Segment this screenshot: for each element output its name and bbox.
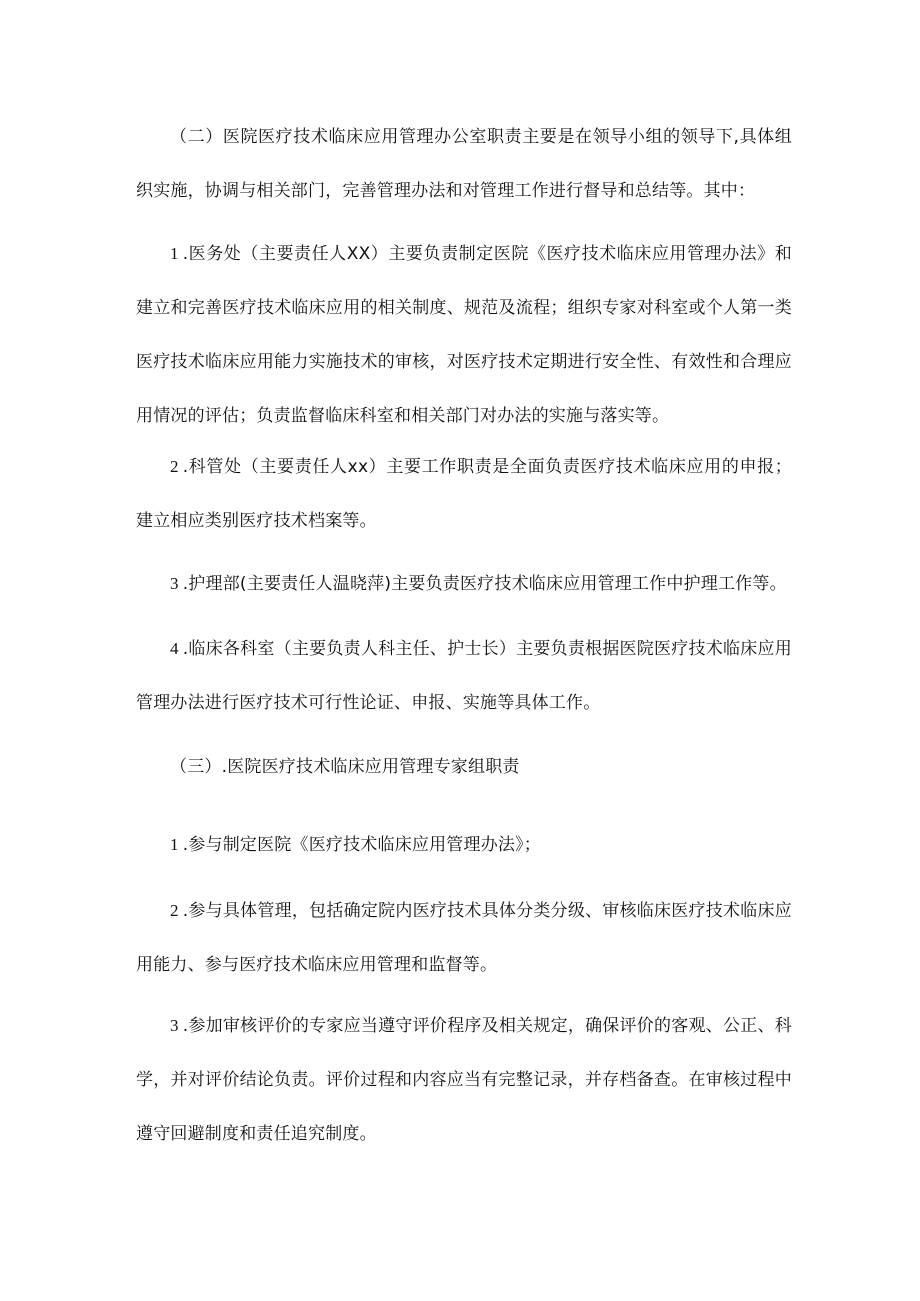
paragraph-expert-1 <box>136 818 792 872</box>
paragraph-expert-2 <box>136 884 792 992</box>
item-number: 1 <box>170 835 179 854</box>
paragraph-text: （三）.医院医疗技术临床应用管理专家组职责 <box>170 757 520 777</box>
item-number: 2 <box>170 901 179 920</box>
item-number: 3 <box>170 574 179 593</box>
paragraph-research-management <box>136 440 792 548</box>
item-number: 3 <box>170 1016 179 1035</box>
section-heading-expert-group <box>136 740 792 794</box>
paragraph-text: .参与制定医院《医疗技术临床应用管理办法》； <box>182 835 542 855</box>
paragraph-nursing <box>136 557 792 611</box>
paragraph-text: （二）医院医疗技术临床应用管理办公室职责主要是在领导小组的领导下,具体组织实施，协调与相关部门，完善管理办法和对管理工作进行督导和总结等。其中： <box>136 127 792 201</box>
paragraph-medical-affairs <box>136 227 792 443</box>
paragraph-text: .参加审核评价的专家应当遵守评价程序及相关规定，确保评价的客观、公正、科学，并对评价结论负责。评价过程和内容应当有完整记录，并存档备查。在审核过程中遵守回避制度和责任追究制度。 <box>136 1016 792 1144</box>
paragraph-expert-3 <box>136 999 792 1161</box>
paragraph-text: .医务处（主要责任人XX）主要负责制定医院《医疗技术临床应用管理办法》和建立和完善医疗技术临床应用的相关制度、规范及流程；组织专家对科室或个人第一类医疗技术临床应用能力实施技术的审核，对医疗技术定期进行安全性、有效性和合理应用情况的评估；负责监督临床科室和相关部门对办法的实施与落实等。 <box>136 244 792 426</box>
item-number: 1 <box>170 244 179 263</box>
item-number: 4 <box>170 639 179 658</box>
item-number: 2 <box>170 457 179 476</box>
paragraph-text: .护理部(主要责任人温晓萍)主要负责医疗技术临床应用管理工作中护理工作等。 <box>182 574 787 594</box>
paragraph-text: .科管处（主要责任人xx）主要工作职责是全面负责医疗技术临床应用的申报；建立相应类别医疗技术档案等。 <box>136 457 792 531</box>
paragraph-office-duties <box>136 110 792 218</box>
paragraph-clinical-departments <box>136 622 792 730</box>
paragraph-text: .临床各科室（主要负责人科主任、护士长）主要负责根据医院医疗技术临床应用管理办法进行医疗技术可行性论证、申报、实施等具体工作。 <box>136 639 792 713</box>
paragraph-text: .参与具体管理，包括确定院内医疗技术具体分类分级、审核临床医疗技术临床应用能力、参与医疗技术临床应用管理和监督等。 <box>136 901 792 975</box>
